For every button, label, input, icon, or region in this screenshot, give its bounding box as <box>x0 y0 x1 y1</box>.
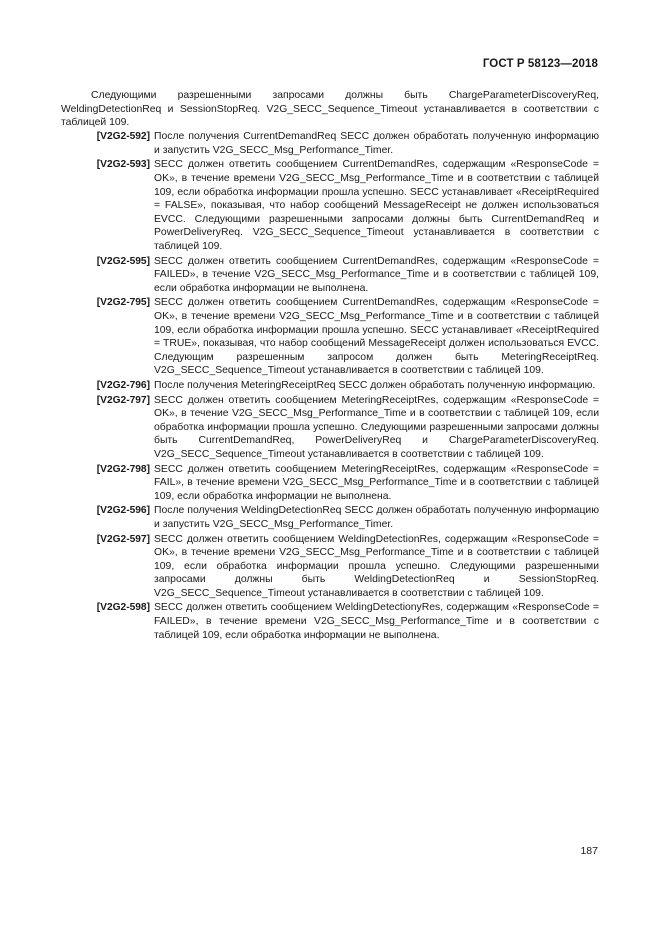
requirement-id: [V2G2-596] <box>96 505 150 517</box>
requirement-text: После получения WeldingDetectionReq SECC должен обработать полученную информацию и запустить V2G_SECC_Msg_Performance_Timer. <box>154 505 599 530</box>
requirement-id: [V2G2-598] <box>96 602 150 614</box>
requirement-text: SECC должен ответить сообщением CurrentDemandRes, содержащим «ResponseCode = OK», в течение времени V2G_SECC_Msg_Performance_Time и в соответствии с таблицей 109, если обработка информации прошла успешно. SECC устанавливает «ReceiptRequired = FALSE», показывая, что набор сообщений MessageReceipt не должен использоваться EVCC. Следующими разрешенными запросами должны быть CurrentDemandReq и PowerDeliveryReq. V2G_SECC_Sequence_Timeout устанавливается в соответствии с таблицей 109. <box>154 159 599 253</box>
requirement-text: SECC должен ответить сообщением CurrentDemandRes, содержащим «ResponseCode = OK», в течение времени V2G_SECC_Msg_Performance_Time и в соответствии с таблицей 109, если обработка информации прошла успешно. SECC устанавливает «ReceiptRequired = TRUE», показывая, что набор сообщений MessageReceipt должен использоваться EVCC. Следующим разрешенным запросом должен быть MeteringReceiptReq. V2G_SECC_Sequence_Timeout устанавливается в соответствии с таблицей 109. <box>154 297 599 377</box>
requirement-item <box>61 463 599 504</box>
requirement-id: [V2G2-592] <box>96 131 150 143</box>
requirement-id: [V2G2-795] <box>96 297 150 309</box>
document-body <box>61 89 599 643</box>
requirement-text: После получения MeteringReceiptReq SECC должен обработать полученную информацию. <box>154 379 596 391</box>
requirement-item <box>61 394 599 462</box>
requirement-id: [V2G2-797] <box>96 394 150 406</box>
requirement-item <box>61 379 599 393</box>
requirement-text: SECC должен ответить сообщением MeteringReceiptRes, содержащим «ResponseCode = FAIL», в течение времени V2G_SECC_Msg_Performance_Time и в соответствии с таблицей 109, если обработка информации не выполнена. <box>154 463 599 502</box>
requirement-item <box>61 255 599 296</box>
requirement-item <box>61 504 599 531</box>
requirement-text: SECC должен ответить сообщением CurrentDemandRes, содержащим «ResponseCode = FAILED», в течение V2G_SECC_Msg_Performance_Time и в соответствии с таблицей 109, если обработка информации не выполнена. <box>154 255 599 294</box>
requirement-item <box>61 601 599 642</box>
requirement-item <box>61 158 599 253</box>
requirement-item <box>61 533 599 601</box>
requirement-text: После получения CurrentDemandReq SECC должен обработать полученную информацию и запустить V2G_SECC_Msg_Performance_Timer. <box>154 131 599 156</box>
intro-paragraph: Следующими разрешенными запросами должны быть ChargeParameterDiscoveryReq, WeldingDetectionReq и SessionStopReq. V2G_SECC_Sequence_Timeout устанавливается в соответствии с таблицей 109. <box>61 90 599 129</box>
requirement-id: [V2G2-798] <box>96 463 150 475</box>
requirement-id: [V2G2-597] <box>96 533 150 545</box>
requirement-id: [V2G2-593] <box>96 159 150 171</box>
standard-header: ГОСТ Р 58123—2018 <box>482 58 598 70</box>
requirement-item <box>61 296 599 378</box>
requirement-text: SECC должен ответить сообщением MeteringReceiptRes, содержащим «ResponseCode = OK», в течение V2G_SECC_Msg_Performance_Time и в соответствии с таблицей 109, если обработка информации прошла успешно. Следующими разрешенными запросами должны быть CurrentDemandReq, PowerDeliveryReq и ChargeParameterDiscoveryReq. V2G_SECC_Sequence_Timeout устанавливается в соответствии с таблицей 109. <box>154 394 599 460</box>
requirement-text: SECC должен ответить сообщением WeldingDetectionyRes, содержащим «ResponseCode = FAILED», в течение времени V2G_SECC_Msg_Performance_Time и в соответствии с таблицей 109, если обработка информации не выполнена. <box>154 602 599 641</box>
requirement-item <box>61 130 599 157</box>
requirement-id: [V2G2-595] <box>96 255 150 267</box>
page-number: 187 <box>580 845 598 857</box>
requirement-text: SECC должен ответить сообщением WeldingDetectionRes, содержащим «ResponseCode = OK», в течение времени V2G_SECC_Msg_Performance_Time и в соответствии с таблицей 109, если обработка информации прошла успешно. Следующими разрешенными запросами должны быть WeldingDetectionReq и SessionStopReq. V2G_SECC_Sequence_Timeout устанавливается в соответствии с таблицей 109. <box>154 533 599 599</box>
requirement-id: [V2G2-796] <box>96 379 150 391</box>
